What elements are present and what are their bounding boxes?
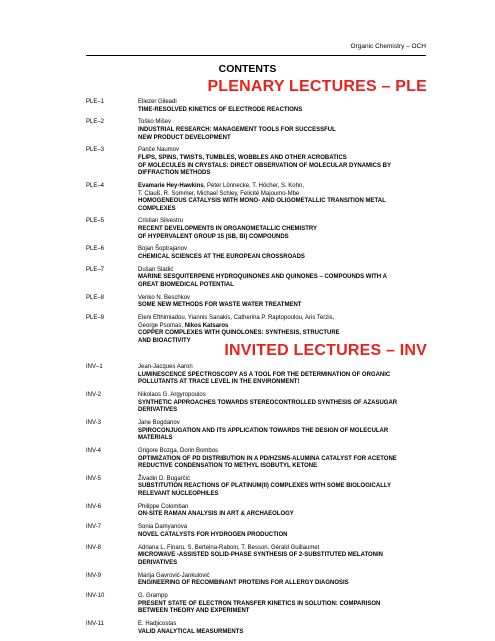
lecture-body bbox=[138, 246, 431, 261]
lecture-authors: George Psomas, Nikos Katsaros bbox=[138, 322, 229, 329]
lecture-body bbox=[138, 593, 431, 616]
plenary-entry bbox=[86, 218, 431, 241]
lecture-body bbox=[138, 364, 431, 387]
lecture-title: BETWEEN THEORY AND EXPERIMENT bbox=[138, 608, 250, 615]
lecture-authors: Cristian Silvestru bbox=[138, 218, 184, 225]
invited-entry bbox=[86, 364, 431, 387]
lecture-code: PLE–3 bbox=[86, 147, 105, 154]
lecture-code: INV-7 bbox=[86, 524, 102, 531]
lecture-code: INV-5 bbox=[86, 475, 102, 482]
lecture-title: AND BIOACTIVITY bbox=[138, 337, 191, 344]
lecture-body bbox=[138, 147, 431, 177]
plenary-entry bbox=[86, 147, 431, 177]
lecture-title: RELEVANT NUCLEOPHILES bbox=[138, 491, 219, 498]
lecture-title: OF HYPERVALENT GROUP 15 (SB, BI) COMPOUNDS bbox=[138, 233, 289, 240]
lecture-title: MARINE SESQUITERPENE HYDROQUINONES AND QUINONES – COMPOUNDS WITH A bbox=[138, 274, 387, 281]
lecture-title: LUMINESCENCE SPECTROSCOPY AS A TOOL FOR THE DETERMINATION OF ORGANIC bbox=[138, 371, 391, 378]
lecture-title: SOME NEW METHODS FOR WASTE WATER TREATMENT bbox=[138, 302, 302, 309]
lecture-title: NOVEL CATALYSTS FOR HYDROGEN PRODUCTION bbox=[138, 531, 288, 538]
lecture-title: MATERIALS bbox=[138, 435, 173, 442]
lecture-title: POLLUTANTS AT TRACE LEVEL IN THE ENVIRONMENT! bbox=[138, 379, 300, 386]
lecture-title: VALID ANALYTICAL MEASURMENTS bbox=[138, 628, 244, 635]
invited-section-title: INVITED LECTURES – INV bbox=[224, 342, 427, 359]
lecture-title: TIME-RESOLVED KINETICS OF ELECTRODE REACTIONS bbox=[138, 106, 303, 113]
lecture-title: COPPER COMPLEXES WITH QUINOLONES: SYNTHESIS, STRUCTURE bbox=[138, 330, 340, 337]
running-header bbox=[86, 42, 426, 56]
lecture-title: COMPLEXES bbox=[138, 205, 176, 212]
lecture-title: CHEMICAL SCIENCES AT THE EUROPEAN CROSSROADS bbox=[138, 254, 305, 261]
invited-entry bbox=[86, 593, 431, 616]
lecture-title: MICROWAVE -ASSISTED SOLID-PHASE SYNTHESIS OF 2-SUBSTITUTED MELATONIN bbox=[138, 552, 384, 559]
lecture-title: OPTIMIZATION OF PD DISTRIBUTION IN A PD/HZSM5-ALUMINA CATALYST FOR ACETONE bbox=[138, 455, 397, 462]
lecture-code: PLE–1 bbox=[86, 99, 105, 105]
plenary-entry bbox=[86, 246, 431, 261]
plenary-entry bbox=[86, 119, 431, 142]
lecture-title: DERIVATIVES bbox=[138, 559, 178, 566]
lecture-body bbox=[138, 295, 431, 310]
lecture-code: INV-10 bbox=[86, 592, 105, 599]
lecture-body bbox=[138, 524, 431, 539]
lecture-authors: E. Hadjicostas bbox=[138, 620, 177, 627]
lecture-title: DERIVATIVES bbox=[138, 407, 178, 414]
lecture-authors: Toško Mišev bbox=[138, 119, 172, 126]
lecture-body bbox=[138, 119, 431, 142]
plenary-section-title: PLENARY LECTURES – PLE bbox=[207, 78, 427, 95]
lecture-title: INDUSTRIAL RESEARCH: MANAGEMENT TOOLS FOR SUCCESSFUL bbox=[138, 126, 336, 133]
lecture-body bbox=[138, 504, 431, 519]
plenary-entry bbox=[86, 183, 431, 213]
lecture-authors: Panče Naumov bbox=[138, 147, 180, 154]
plenary-entry bbox=[86, 99, 431, 114]
lecture-body bbox=[138, 476, 431, 499]
invited-entry bbox=[86, 504, 431, 519]
invited-entry bbox=[86, 448, 431, 471]
lecture-code: INV-6 bbox=[86, 503, 102, 510]
lecture-body bbox=[138, 448, 431, 471]
plenary-entry bbox=[86, 295, 431, 310]
lecture-authors: G. Grampp bbox=[138, 592, 168, 599]
lecture-title: DIFFRACTION METHODS bbox=[138, 170, 211, 177]
lecture-authors: Eleni Efthimiadou, Yiannis Sanakis, Catherina P. Raptopoulou, Aris Terzis, bbox=[138, 315, 335, 322]
lecture-body bbox=[138, 545, 431, 568]
invited-entry bbox=[86, 476, 431, 499]
lecture-code: PLE–9 bbox=[86, 315, 105, 322]
lecture-body bbox=[138, 573, 431, 588]
lecture-authors: Jean-Jacques Aaron bbox=[138, 364, 193, 370]
plenary-list bbox=[86, 99, 431, 351]
lecture-title: SYNTHETIC APPROACHES TOWARDS STEREOCONTROLLED SYNTHESIS OF AZASUGAR bbox=[138, 399, 398, 406]
lecture-authors: Grigore Bozga, Dorin Bombos bbox=[138, 447, 219, 454]
lecture-body bbox=[138, 621, 431, 636]
lecture-authors: Dušan Sladić bbox=[138, 266, 174, 273]
header-text: Organic Chemistry – OCH bbox=[350, 43, 426, 50]
lecture-title: ENGINEERING OF RECOMBINANT PROTEINS FOR ALLERGY DIAGNOSIS bbox=[138, 580, 349, 587]
lecture-body bbox=[138, 99, 431, 114]
lecture-authors: Venko N. Beschkov bbox=[138, 294, 191, 301]
lecture-title: NEW PRODUCT DEVELOPMENT bbox=[138, 134, 231, 141]
lecture-title: HOMOGENEOUS CATALYSIS WITH MONO- AND OLIGOMETALLIC TRANSITION METAL bbox=[138, 198, 386, 205]
lecture-title: PRESENT STATE OF ELECTRON TRANSFER KINETICS IN SOLUTION: COMPARISON bbox=[138, 600, 381, 607]
lecture-code: INV-9 bbox=[86, 572, 102, 579]
lecture-title: REDUCTIVE CONDENSATION TO METHYL ISOBUTYL KETONE bbox=[138, 463, 318, 470]
lecture-body bbox=[138, 218, 431, 241]
lecture-code: INV–1 bbox=[86, 364, 103, 370]
lecture-body bbox=[138, 392, 431, 415]
lecture-authors: Adriana L. Finaru, S. Berteina-Raboin, T. Besson, Gérald Guillaumet bbox=[138, 544, 320, 551]
invited-entry bbox=[86, 573, 431, 588]
lecture-body bbox=[138, 420, 431, 443]
lecture-code: INV-11 bbox=[86, 620, 104, 627]
lecture-title: GREAT BIOMEDICAL POTENTIAL bbox=[138, 282, 234, 288]
lecture-code: INV-8 bbox=[86, 544, 102, 551]
lecture-code: PLE–4 bbox=[86, 182, 105, 189]
invited-entry bbox=[86, 545, 431, 568]
lecture-title: ON-SITE RAMAN ANALYSIS IN ART & ARCHAEOLOGY bbox=[138, 511, 294, 518]
invited-entry bbox=[86, 621, 431, 636]
lecture-code: PLE–6 bbox=[86, 246, 105, 253]
lecture-body bbox=[138, 315, 431, 345]
lecture-title: OF MOLECULES IN CRYSTALS: DIRECT OBSERVATION OF MOLECULAR DYNAMICS BY bbox=[138, 162, 392, 169]
invited-entry bbox=[86, 392, 431, 415]
lecture-code: PLE–7 bbox=[86, 266, 105, 273]
lecture-title: RECENT DEVELOPMENTS IN ORGANOMETALLIC CHEMISTRY bbox=[138, 226, 318, 233]
invited-list bbox=[86, 364, 431, 641]
lecture-body bbox=[138, 183, 431, 213]
lecture-authors: Evamarie Hey-Hawkins, Peter Lönnecke, T. Höcher, S. Kohn, bbox=[138, 182, 304, 189]
lecture-body bbox=[138, 267, 431, 290]
lecture-title: SUBSTITUTION REACTIONS OF PLATINUM(II) COMPLEXES WITH SOME BIOLOGICALLY bbox=[138, 483, 391, 490]
lecture-authors: Eliezer Gileadi bbox=[138, 99, 177, 105]
lecture-authors: Živadin D. Bugarčić bbox=[138, 475, 191, 482]
lecture-code: INV-2 bbox=[86, 391, 102, 398]
lecture-authors: Philippe Colomban bbox=[138, 503, 189, 510]
invited-entry bbox=[86, 524, 431, 539]
invited-entry bbox=[86, 420, 431, 443]
lecture-title: FLIPS, SPINS, TWISTS, TUMBLES, WOBBLES AND OTHER ACROBATICS bbox=[138, 154, 347, 161]
lecture-authors: Sonia Damyanova bbox=[138, 524, 188, 531]
lecture-title: SPIROCONJUGATION AND ITS APPLICATION TOWARDS THE DESIGN OF MOLECULAR bbox=[138, 427, 389, 434]
lecture-authors: T. Clauß, R. Sommer, Michael Schley, Felicité Majoumo-Mbe bbox=[138, 190, 300, 197]
lecture-code: PLE–8 bbox=[86, 294, 105, 301]
lecture-authors: Nikolaos G. Argyropoulos bbox=[138, 391, 206, 398]
lecture-authors: Bojan Šoptrajanov bbox=[138, 246, 188, 253]
plenary-entry bbox=[86, 267, 431, 290]
lecture-code: PLE–5 bbox=[86, 218, 105, 225]
contents-heading: CONTENTS bbox=[218, 63, 277, 75]
lecture-code: PLE–2 bbox=[86, 119, 105, 126]
lecture-code: INV-4 bbox=[86, 447, 102, 454]
plenary-entry bbox=[86, 315, 431, 345]
lecture-code: INV-3 bbox=[86, 419, 102, 426]
lecture-authors: Jane Bogdanov bbox=[138, 419, 180, 426]
lecture-authors: Marija Gavrović-Jankulović bbox=[138, 572, 210, 579]
